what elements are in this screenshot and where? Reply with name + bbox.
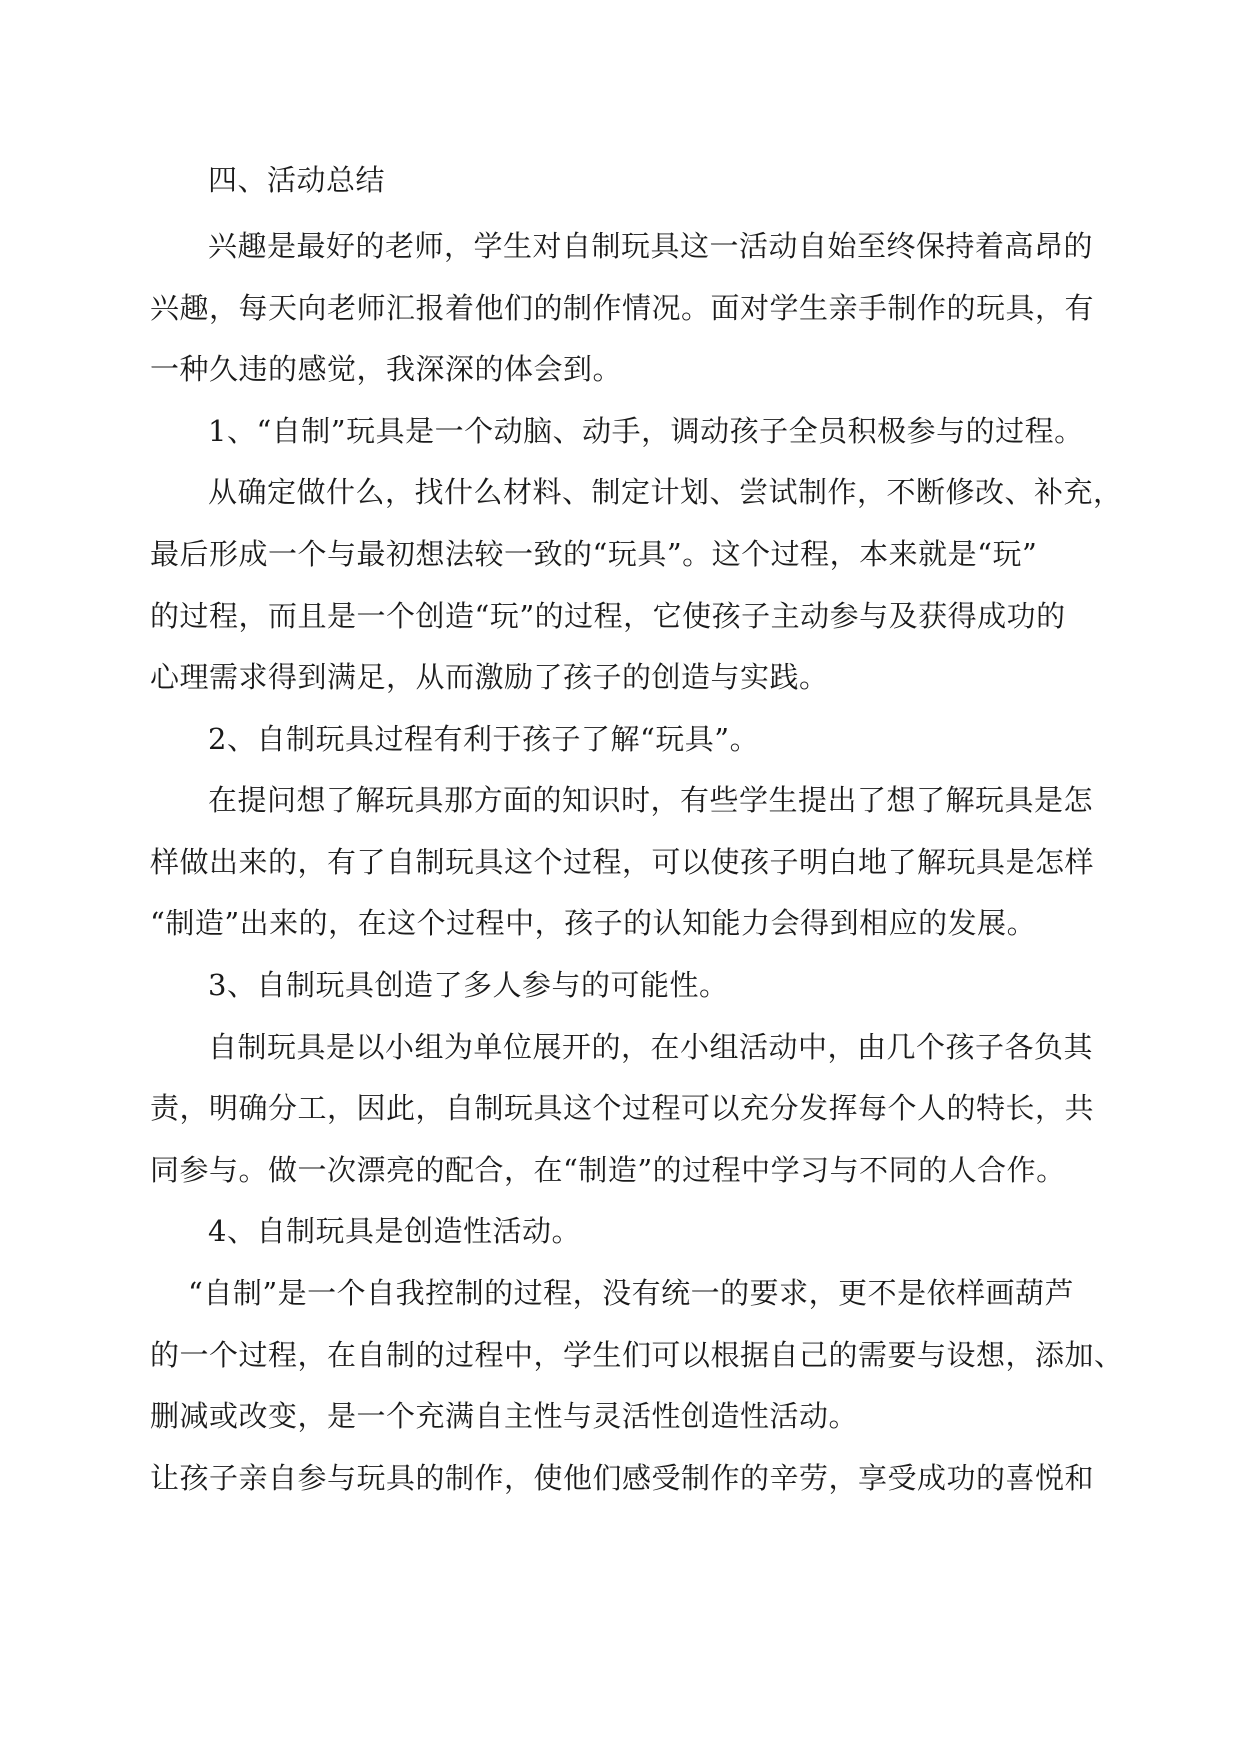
numbered-point: 4、自制玩具是创造性活动。 bbox=[208, 1214, 581, 1248]
paragraph-line: 兴趣，每天向老师汇报着他们的制作情况。面对学生亲手制作的玩具，有 bbox=[150, 291, 1095, 325]
paragraph-line: 的一个过程，在自制的过程中，学生们可以根据自己的需要与设想，添加、 bbox=[150, 1338, 1124, 1372]
numbered-point: 2、自制玩具过程有利于孩子了解“玩具”。 bbox=[208, 722, 760, 756]
paragraph-line: 自制玩具是以小组为单位展开的，在小组活动中，由几个孩子各负其 bbox=[208, 1030, 1094, 1064]
paragraph-line: 一种久违的感觉，我深深的体会到。 bbox=[150, 352, 623, 386]
paragraph-line: “自制”是一个自我控制的过程，没有统一的要求，更不是依样画葫芦 bbox=[188, 1276, 1075, 1310]
paragraph-line: 让孩子亲自参与玩具的制作，使他们感受制作的辛劳，享受成功的喜悦和 bbox=[150, 1461, 1095, 1495]
numbered-point: 3、自制玩具创造了多人参与的可能性。 bbox=[208, 968, 729, 1002]
paragraph-line: 样做出来的，有了自制玩具这个过程，可以使孩子明白地了解玩具是怎样 bbox=[150, 845, 1095, 879]
paragraph-line: 的过程，而且是一个创造“玩”的过程，它使孩子主动参与及获得成功的 bbox=[150, 599, 1066, 633]
paragraph-line: 从确定做什么，找什么材料、制定计划、尝试制作，不断修改、补充， bbox=[208, 475, 1123, 509]
paragraph-line: 在提问想了解玩具那方面的知识时，有些学生提出了想了解玩具是怎 bbox=[208, 783, 1094, 817]
paragraph-line: 责，明确分工，因此，自制玩具这个过程可以充分发挥每个人的特长，共 bbox=[150, 1091, 1095, 1125]
paragraph-line: 同参与。做一次漂亮的配合，在“制造”的过程中学习与不同的人合作。 bbox=[150, 1153, 1066, 1187]
section-heading: 四、活动总结 bbox=[208, 163, 386, 197]
paragraph-line: 心理需求得到满足，从而激励了孩子的创造与实践。 bbox=[150, 660, 829, 694]
paragraph-line: 兴趣是最好的老师，学生对自制玩具这一活动自始至终保持着高昂的 bbox=[208, 229, 1094, 263]
numbered-point: 1、“自制”玩具是一个动脑、动手，调动孩子全员积极参与的过程。 bbox=[208, 414, 1084, 448]
paragraph-line: “制造”出来的，在这个过程中，孩子的认知能力会得到相应的发展。 bbox=[150, 906, 1037, 940]
paragraph-line: 删减或改变，是一个充满自主性与灵活性创造性活动。 bbox=[150, 1399, 859, 1433]
paragraph-line: 最后形成一个与最初想法较一致的“玩具”。这个过程，本来就是“玩” bbox=[150, 537, 1038, 571]
